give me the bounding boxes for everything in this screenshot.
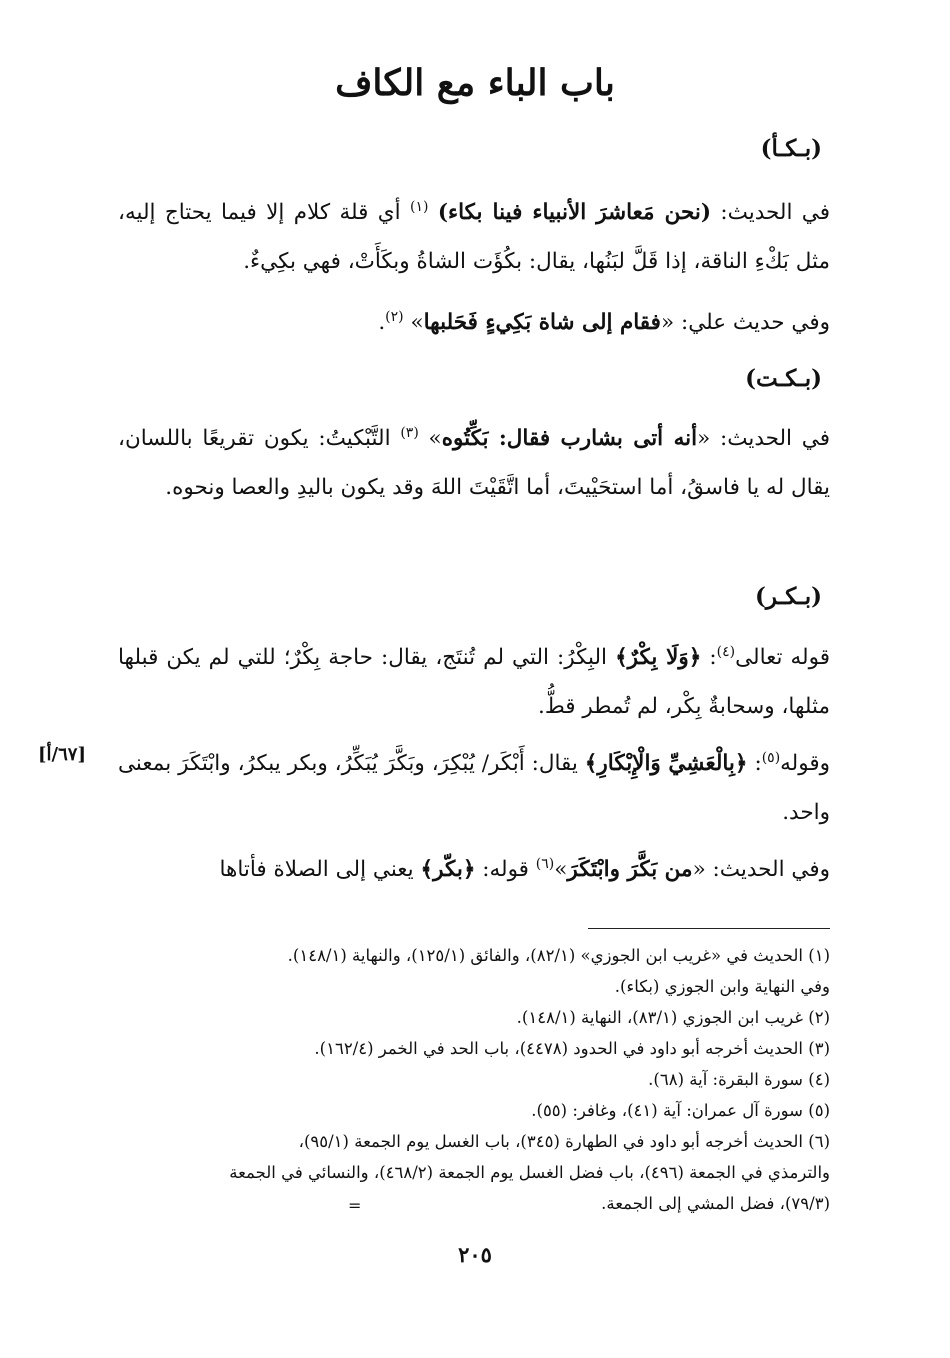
footnote-reference[interactable]: (٤) — [716, 643, 736, 660]
body-text: وفي حديث علي: « — [660, 310, 830, 335]
body-text: التَّبْكيتُ: يكون تقريعًا باللسان، يقال له يا فاسقُ، أما استحَيْيتَ، أما اتَّقَيْتَ اللهَ وقد يكون باليدِ والعصا ونحوه. — [118, 426, 830, 500]
footnote-reference[interactable]: (٦) — [535, 855, 555, 872]
footnote-6: (٦) الحديث أخرجه أبو داود في الطهارة (٣٤٥)، باب الغسل يوم الجمعة (٩٥/١)، — [298, 1132, 830, 1151]
body-text: » — [554, 857, 568, 882]
quoted-text: أنه أتى بشارب فقال: بَكِّتُوه — [441, 426, 698, 451]
body-text: قوله تعالى — [735, 645, 830, 670]
paragraph-bkr-ibkar — [118, 739, 830, 837]
body-text: أي قلة كلام إلا فيما يحتاج إليه، مثل بَكْءِ الناقة، إذا قَلَّ لبَنُها، يقال: بكُؤَت الشاةُ وبكَأَتْ، فهي بكِيءٌ. — [118, 200, 830, 274]
body-text — [428, 200, 437, 225]
continuation-mark: = — [348, 1196, 362, 1215]
paragraph-bkt-hadith — [118, 414, 830, 512]
body-text: يقال: أَبْكَر/ يُبْكِرَ، وبَكَّرَ يُبَكِّرُ، وبكر يبكرُ، وابْتَكَرَ بمعنى واحد. — [118, 751, 830, 825]
body-text: البِكْرُ: التي لم تُنتَج، يقال: حاجة بِكْرٌ؛ للتي لم يكن قبلها مثلها، وسحابةٌ بِكْر، لم تُمطر قطُّ. — [118, 645, 830, 719]
body-text: : — [701, 645, 717, 670]
quoted-text: ﴿بِالْعَشِيِّ وَالْإِبْكَارِ﴾ — [584, 751, 748, 776]
quoted-text: ﴿وَلَا بِكْرٌ﴾ — [615, 645, 702, 670]
body-text: » — [403, 310, 424, 335]
body-text: وفي الحديث: « — [692, 857, 830, 882]
footnote-1-continued: وفي النهاية وابن الجوزي (بكاء). — [614, 977, 830, 996]
body-text: : — [747, 751, 762, 776]
body-text: . — [378, 310, 386, 335]
body-text: في الحديث: — [711, 200, 830, 225]
chapter-title: باب الباء مع الكاف — [335, 62, 615, 104]
footnote-6-continued: والترمذي في الجمعة (٤٩٦)، باب فضل الغسل يوم الجمعة (٤٦٨/٢)، والنسائي في الجمعة — [229, 1163, 830, 1182]
page-number: ٢٠٥ — [458, 1242, 492, 1267]
paragraph-bkr-verse — [118, 633, 830, 731]
section-heading-bkt: (بـكـت) — [745, 365, 822, 392]
quoted-text: فقام إلى شاة بَكِيءٍ فَحَلبها — [423, 310, 661, 335]
paragraph-bka-hadith — [118, 188, 830, 286]
footnote-6-end: (٧٩/٣)، فضل المشي إلى الجمعة. — [601, 1194, 830, 1213]
body-text: يعني إلى الصلاة فأتاها — [219, 857, 421, 882]
footnote-reference[interactable]: (٥) — [761, 749, 781, 766]
footnote-3: (٣) الحديث أخرجه أبو داود في الحدود (٤٤٧٨)، باب الحد في الخمر (١٦٢/٤). — [314, 1039, 830, 1058]
footnote-reference[interactable]: (٢) — [385, 308, 404, 325]
section-heading-bka: (بـكـأ) — [760, 135, 822, 162]
section-heading-bkr: (بـكـر) — [754, 583, 822, 610]
quoted-text: ﴿بكّر﴾ — [420, 857, 476, 882]
body-text: في الحديث: « — [697, 426, 830, 451]
footnote-reference[interactable]: (١) — [409, 198, 429, 215]
body-text: قوله: — [475, 857, 536, 882]
footnote-1: (١) الحديث في «غريب ابن الجوزي» (٨٢/١)، والفائق (١٢٥/١)، والنهاية (١٤٨/١). — [287, 946, 830, 965]
footnote-4: (٤) سورة البقرة: آية (٦٨). — [648, 1070, 830, 1089]
body-text: وقوله — [780, 751, 831, 776]
paragraph-bkr-hadith — [118, 845, 830, 894]
quoted-text: (نحن مَعاشرَ الأنبياء فينا بكاء) — [437, 200, 712, 225]
paragraph-bka-ali — [118, 298, 830, 347]
body-text: » — [418, 426, 442, 451]
footnote-5: (٥) سورة آل عمران: آية (٤١)، وغافر: (٥٥). — [531, 1101, 830, 1120]
footnotes — [118, 940, 830, 1219]
margin-folio-reference: [٦٧/أ] — [38, 744, 86, 765]
footnote-2: (٢) غريب ابن الجوزي (٨٣/١)، النهاية (١٤٨/١). — [516, 1008, 830, 1027]
footnote-separator — [588, 928, 830, 929]
quoted-text: من بَكَّرَ وابْتَكَرَ — [567, 857, 693, 882]
footnote-reference[interactable]: (٣) — [400, 424, 419, 441]
